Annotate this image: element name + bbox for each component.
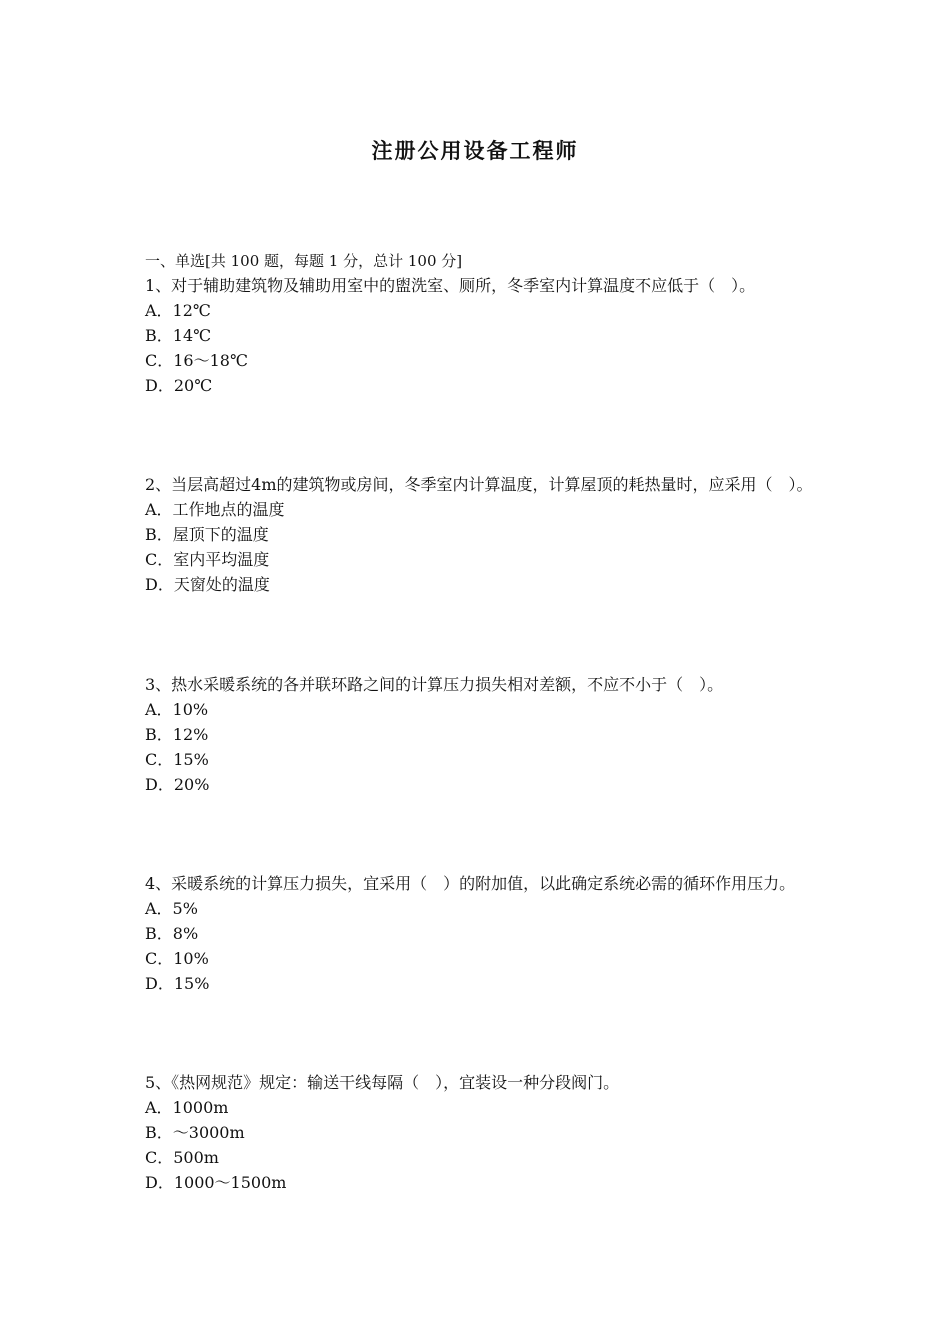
- question-2: [145, 472, 815, 597]
- option-c: C．10%: [145, 949, 209, 968]
- option-b: B．8%: [145, 924, 199, 943]
- option-c: C．室内平均温度: [145, 550, 270, 569]
- option-b: B．12%: [145, 725, 209, 744]
- option-d: D．20%: [145, 775, 210, 794]
- section-header: 一、单选[共 100 题，每题 1 分，总计 100 分]: [145, 252, 463, 270]
- question-stem: 3、热水采暖系统的各并联环路之间的计算压力损失相对差额，不应不小于（ ）。: [145, 675, 724, 694]
- option-c: C．15%: [145, 750, 209, 769]
- question-4: [145, 871, 815, 996]
- question-1: [145, 273, 815, 398]
- option-d: D．20℃: [145, 376, 213, 395]
- option-a: A．工作地点的温度: [145, 500, 285, 519]
- question-stem: 1、对于辅助建筑物及辅助用室中的盥洗室、厕所，冬季室内计算温度不应低于（ ）。: [145, 276, 756, 295]
- question-3: [145, 672, 815, 797]
- option-a: A．12℃: [145, 301, 211, 320]
- option-b: B．14℃: [145, 326, 212, 345]
- option-d: D．15%: [145, 974, 210, 993]
- option-a: A．10%: [145, 700, 209, 719]
- question-stem: 4、采暖系统的计算压力损失，宜采用（ ）的附加值，以此确定系统必需的循环作用压力。: [145, 874, 796, 893]
- question-5: [145, 1070, 815, 1195]
- option-b: B．屋顶下的温度: [145, 525, 269, 544]
- option-a: A．1000m: [145, 1098, 229, 1117]
- option-d: D．1000～1500m: [145, 1173, 287, 1192]
- option-b: B．～3000m: [145, 1123, 245, 1142]
- option-c: C．16～18℃: [145, 351, 248, 370]
- question-stem: 2、当层高超过4m的建筑物或房间，冬季室内计算温度，计算屋顶的耗热量时，应采用（ ）。: [145, 475, 813, 494]
- option-c: C．500m: [145, 1148, 219, 1167]
- question-stem: 5、《热网规范》规定：输送干线每隔（ ），宜装设一种分段阀门。: [145, 1073, 620, 1092]
- option-d: D．天窗处的温度: [145, 575, 270, 594]
- document-title: 注册公用设备工程师: [371, 139, 579, 163]
- option-a: A．5%: [145, 899, 198, 918]
